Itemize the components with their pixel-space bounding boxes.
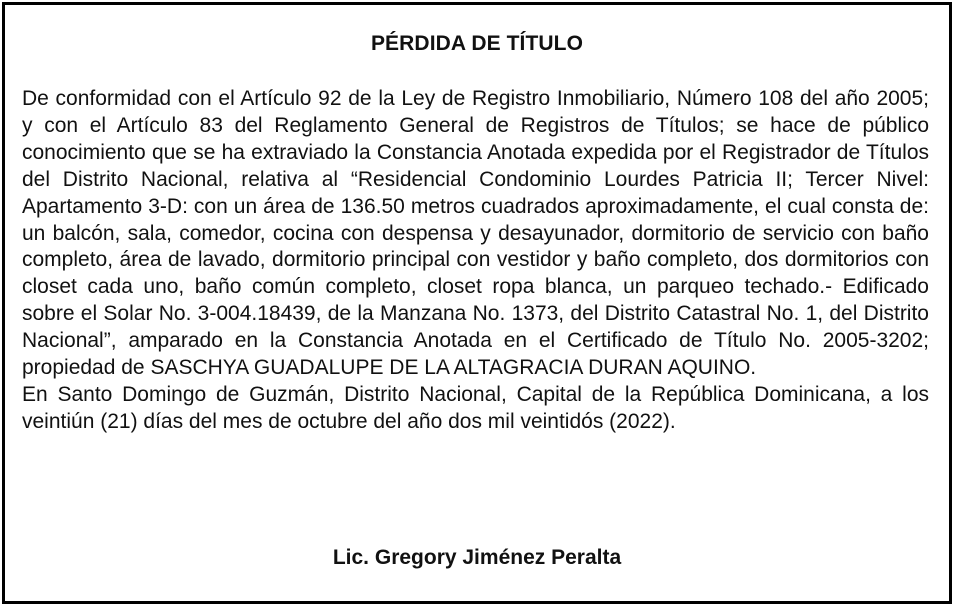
notice-signature: Lic. Gregory Jiménez Peralta (332, 546, 622, 569)
notice-title: PÉRDIDA DE TÍTULO (370, 32, 584, 55)
notice-body (22, 86, 929, 436)
notice-paragraph-closing: En Santo Domingo de Guzmán, Distrito Nacional, Capital de la República Dominicana, a los veintiún (21) días del mes de octubre del año dos mil veintidós (2022). (22, 382, 929, 433)
legal-notice (2, 2, 952, 604)
notice-paragraph-main: De conformidad con el Artículo 92 de la Ley de Registro Inmobiliario, Número 108 del año 2005; y con el Artículo 83 del Reglamento General de Registros de Títulos; se hace de público conocimiento que se ha extraviado la Constancia Anotada expedida por el Registrador de Títulos del Distrito Nacional, relativa al “Residencial Condominio Lourdes Patricia II; Tercer Nivel: Apartamento 3-D: con un área de 136.50 metros cuadrados aproximadamente, el cual consta de: un balcón, sala, comedor, cocina con despensa y desayunador, dormitorio de servicio con baño completo, área de lavado, dormitorio principal con vestidor y baño completo, dos dormitorios con closet cada uno, baño común completo, closet ropa blanca, un parqueo techado.- Edificado sobre el Solar No. 3-004.18439, de la Manzana No. 1373, del Distrito Catastral No. 1, del Distrito Nacional”, amparado en la Constancia Anotada en el Certificado de Título No. 2005-3202; propiedad de SASCHYA GUADALUPE DE LA ALTAGRACIA DURAN AQUINO. (22, 87, 929, 380)
